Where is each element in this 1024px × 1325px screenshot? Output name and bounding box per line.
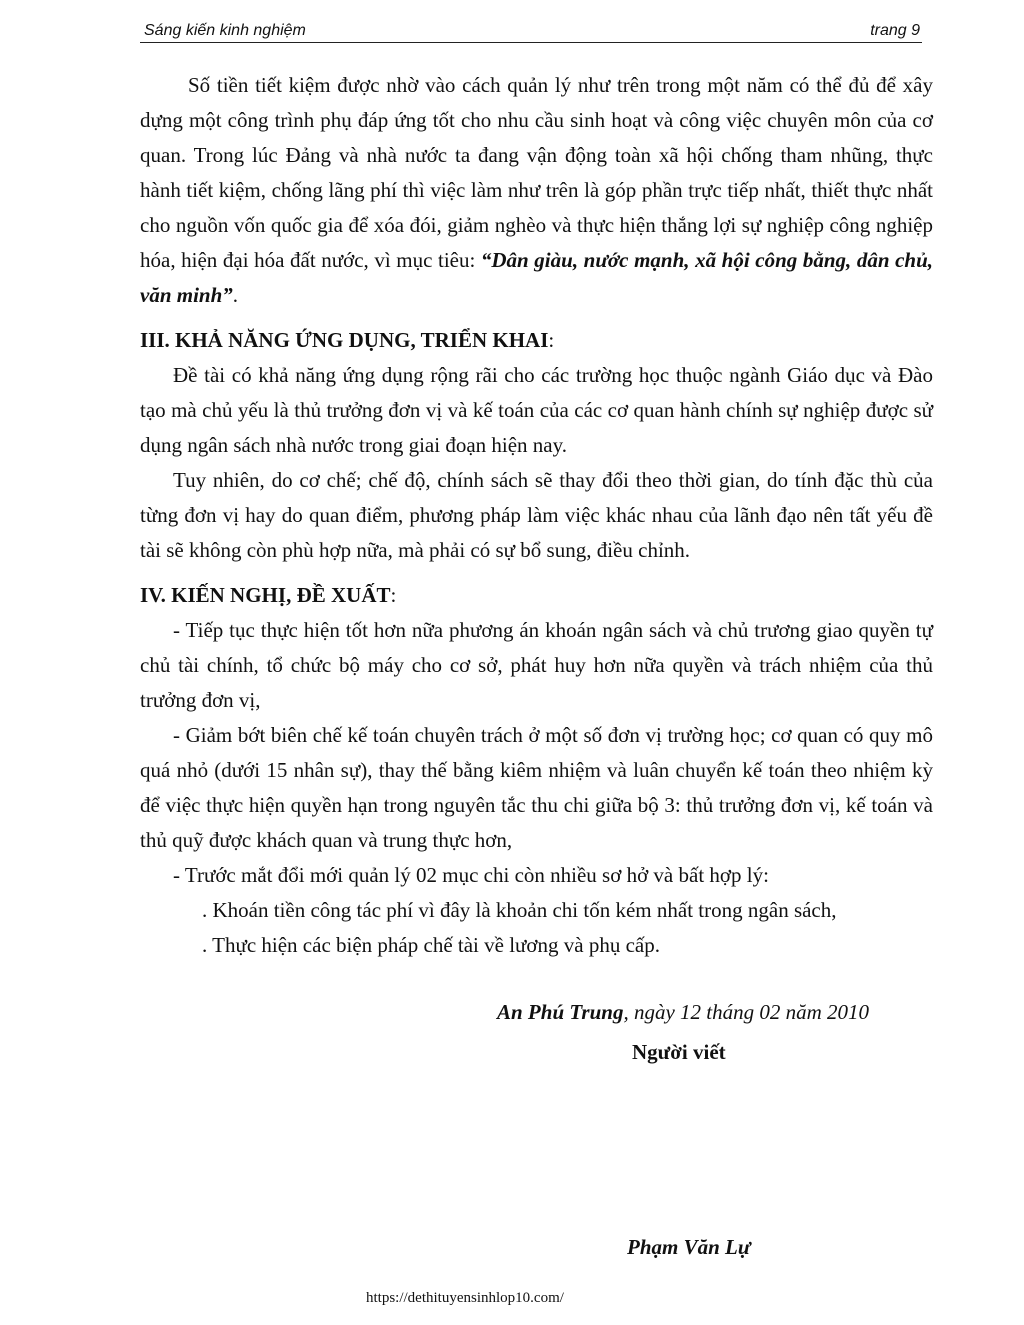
recommendation-item: - Giảm bớt biên chế kế toán chuyên trách ở một số đơn vị trường học; cơ quan có quy mô quá nhỏ (dưới 15 nhân sự), thay thế bằng kiêm nhiệm và luân chuyển kế toán theo nhiệm kỳ để việc thực hiện quyền hạn trong nguyên tắc thu chi giữa bộ 3: thủ trưởng đơn vị, kế toán và thủ quỹ được khách quan và trung thực hơn, [140, 723, 933, 852]
footer-url: https://dethituyensinhlop10.com/ [366, 1290, 564, 1306]
document-body [140, 68, 933, 963]
section-heading-recommendations [140, 578, 933, 613]
signature-place-date [497, 1000, 869, 1025]
paragraph-applicability: Đề tài có khả năng ứng dụng rộng rãi cho các trường học thuộc ngành Giáo dục và Đào tạo mà chủ yếu là thủ trưởng đơn vị và kế toán của các cơ quan hành chính sự nghiệp được sử dụng ngân sách nhà nước trong giai đoạn hiện nay. [140, 363, 933, 457]
section-heading-recommendations-colon: : [390, 583, 397, 607]
section-heading-applicability-colon: : [548, 328, 555, 352]
recommendation-item: - Trước mắt đổi mới quản lý 02 mục chi còn nhiều sơ hở và bất hợp lý: [173, 863, 769, 887]
section-heading-recommendations-title: IV. KIẾN NGHỊ, ĐỀ XUẤT [140, 583, 391, 607]
slogan-quote: “Dân giàu, nước mạnh, xã hội công bằng, dân chủ, văn minh” [140, 248, 934, 307]
section-heading-applicability [140, 323, 933, 358]
section-heading-applicability-title: III. KHẢ NĂNG ỨNG DỤNG, TRIỂN KHAI [140, 328, 549, 352]
recommendation-subitem: . Thực hiện các biện pháp chế tài về lương và phụ cấp. [202, 933, 660, 957]
signature-name: Phạm Văn Lự [627, 1235, 751, 1259]
paragraph-savings [140, 68, 933, 313]
recommendation-item: - Tiếp tục thực hiện tốt hơn nữa phương án khoán ngân sách và chủ trương giao quyền tự chủ tài chính, tổ chức bộ máy cho cơ sở, phát huy hơn nữa quyền và trách nhiệm của thủ trưởng đơn vị, [140, 618, 933, 712]
page-number: trang 9 [870, 22, 920, 39]
recommendation-subitem: . Khoán tiền công tác phí vì đây là khoản chi tốn kém nhất trong ngân sách, [202, 898, 837, 922]
signature-date: , ngày 12 tháng 02 năm 2010 [623, 1000, 870, 1024]
signature-place: An Phú Trung [497, 1000, 624, 1024]
paragraph-savings-end: . [232, 283, 239, 307]
paragraph-limitations: Tuy nhiên, do cơ chế; chế độ, chính sách sẽ thay đổi theo thời gian, do tính đặc thù của từng đơn vị hay do quan điểm, phương pháp làm việc khác nhau của lãnh đạo nên tất yếu đề tài sẽ không còn phù hợp nữa, mà phải có sự bổ sung, điều chỉnh. [140, 468, 933, 562]
paragraph-savings-text: Số tiền tiết kiệm được nhờ vào cách quản lý như trên trong một năm có thể đủ để xây dựng một công trình phụ đáp ứng tốt cho nhu cầu sinh hoạt và công việc chuyên môn của cơ quan. Trong lúc Đảng và nhà nước ta đang vận động toàn xã hội chống tham nhũng, thực hành tiết kiệm, chống lãng phí thì việc làm như trên là góp phần trực tiếp nhất, thiết thực nhất cho nguồn vốn quốc gia để xóa đói, giảm nghèo và thực hiện thắng lợi sự nghiệp công nghiệp hóa, hiện đại hóa đất nước, vì mục tiêu: [140, 73, 933, 272]
page-header [140, 20, 922, 43]
signature-role: Người viết [632, 1040, 726, 1064]
document-title: Sáng kiến kinh nghiệm [144, 22, 306, 39]
